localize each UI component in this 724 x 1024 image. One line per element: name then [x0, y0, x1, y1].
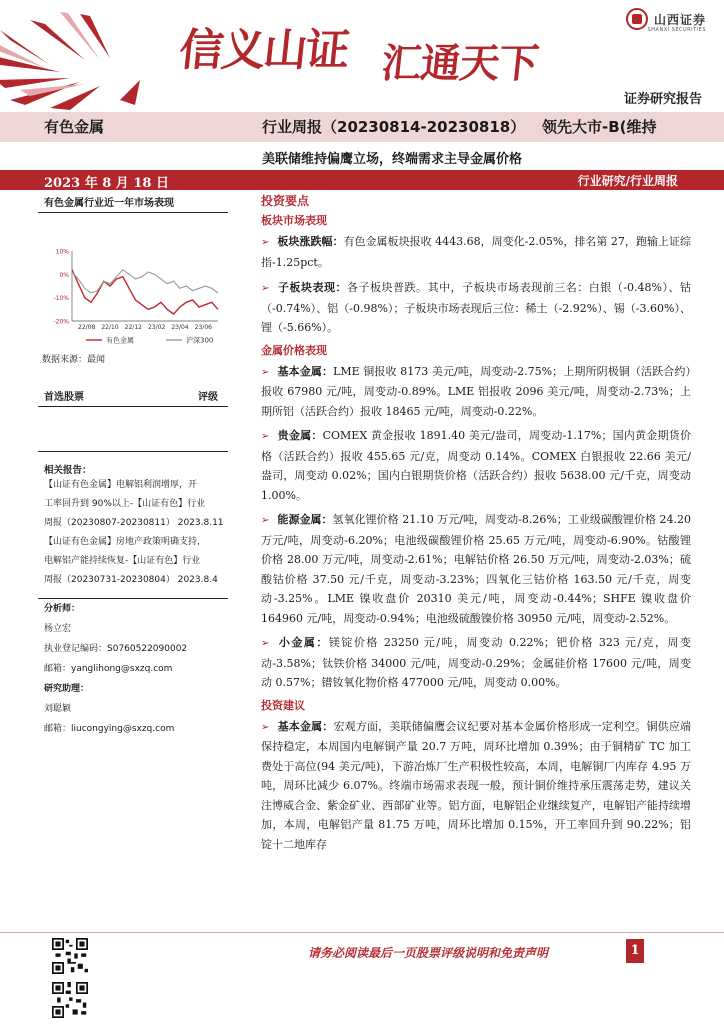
related-report-1-line: 【山证有色金属】电解铝利润增厚，开 — [44, 480, 198, 490]
y-tick-label: 10% — [55, 248, 69, 256]
bullet-arrow-icon: ➢ — [261, 237, 270, 248]
assistant-email[interactable]: 邮箱：liucongying@sxzq.com — [44, 724, 175, 734]
x-tick-label: 23/04 — [171, 324, 189, 331]
industry-name: 有色金属 — [44, 118, 105, 136]
paragraph-energy-metals — [261, 510, 691, 628]
related-report-1-line: 工率回升到 90%以上-【山证有色】行业 — [44, 499, 206, 509]
section-title-invest-advice: 投资建议 — [261, 698, 305, 712]
chart-title: 有色金属行业近一年市场表现 — [38, 190, 228, 213]
paragraph-precious-metals — [261, 426, 691, 505]
footer-divider — [0, 932, 724, 933]
report-title: 行业周报（20230814-20230818） — [262, 118, 526, 136]
related-report-1-line: 周报（20230807-20230811） 2023.8.11 — [44, 518, 224, 528]
assistant-name: 刘聪颖 — [44, 704, 72, 714]
qr-code-icon[interactable] — [52, 982, 88, 1018]
qr-code-icon[interactable] — [52, 938, 88, 974]
analyst-title: 分析师： — [44, 604, 81, 614]
paragraph-text: 镁锭价格 23250 元/吨，周变动 0.22%；钯价格 323 元/克，周变动-3.58%；钛铁价格 34000 元/吨，周变动-0.29%；金属硅价格 17600 元/吨，周变动 0.57%；镨钕氧化物价格 477000 元/吨，周变动 0.00%。 — [261, 636, 692, 689]
x-tick-label: 22/10 — [101, 324, 119, 331]
bullet-arrow-icon: ➢ — [261, 366, 270, 378]
rating-text: 领先大市-B(维持 — [542, 118, 657, 136]
page-number: 1 — [626, 939, 644, 963]
broker-logo-icon — [626, 8, 648, 30]
related-reports-title: 相关报告： — [44, 465, 92, 476]
related-report-1[interactable] — [38, 476, 228, 533]
bullet-arrow-icon: ➢ — [261, 283, 270, 294]
data-source: 数据来源：最闻 — [42, 355, 106, 365]
paragraph-base-metals — [261, 362, 691, 422]
paragraph-label: 能源金属： — [277, 513, 333, 526]
y-tick-label: 0% — [59, 271, 69, 279]
x-tick-label: 22/12 — [124, 324, 142, 331]
slogan-part1: 信义山证 — [176, 25, 351, 76]
y-tick-label: -20% — [53, 318, 69, 326]
y-tick-label: -10% — [53, 295, 69, 303]
paragraph-label: 基本金属： — [277, 719, 334, 733]
headline: 美联储维持偏鹰立场，终端需求主导金属价格 — [262, 152, 523, 167]
market-performance-chart — [38, 213, 228, 348]
section-title-metal-prices: 金属价格表现 — [261, 343, 327, 357]
broker-logo — [626, 6, 706, 32]
right-column — [261, 190, 691, 854]
slogan-part2: 汇通天下 — [379, 40, 541, 87]
paragraph-subsector — [261, 278, 691, 338]
bullet-arrow-icon: ➢ — [261, 721, 270, 733]
section-title-sector-performance: 板块市场表现 — [261, 214, 327, 227]
preferred-stock-label: 首选股票 — [44, 392, 84, 403]
series-line-csi300 — [72, 270, 218, 293]
paragraph-label: 基本金属： — [277, 364, 334, 378]
section-title-invest-points: 投资要点 — [261, 194, 310, 208]
paragraph-text: 宏观方面，美联储偏鹰会议纪要对基本金属价格形成一定利空。铜供应端保持稳定，本周国内电解铜产量 20.7 万吨，周环比增加 0.39%；由于铜精矿 TC 加工费处于高位(94 美元/吨)，下游冶炼厂生产积极性较高，本周，电解铜厂内库存 4.95 万吨，周环比减少 6.07%。终端市场需求表现一般，预计铜价维持承压震荡走势，建议关注博威合金、紫金矿业、西部矿业等。铝方面，电解铝企业继续复产，电解铝产能持续增加，本周，电解铝产量 81.75 万吨，周环比增加 0.15%，开工率回升到 90.22%；铝锭十二地库存 — [261, 719, 692, 851]
title-bar — [0, 112, 724, 142]
report-type: 行业研究/行业周报 — [577, 174, 678, 188]
x-tick-label: 22/08 — [78, 324, 96, 331]
x-tick-label: 23/06 — [194, 324, 212, 331]
preferred-stock-header — [38, 385, 228, 407]
related-report-2-line: 周报（20230731-20230804） 2023.8.4 — [44, 575, 218, 585]
disclaimer: 请务必阅读最后一页股票评级说明和免责声明 — [308, 946, 549, 960]
x-tick-label: 23/02 — [148, 324, 166, 331]
related-report-2-line: 电解铝产能持续恢复-【山证有色】行业 — [44, 556, 201, 566]
header-banner — [0, 0, 724, 112]
paragraph-text: LME 铜报收 8173 美元/吨，周变动-2.75%；上期所阴极铜（活跃合约）报收 67980 元/吨，周变动-0.89%。LME 铝报收 2096 美元/吨，周变动-2.73%；上期所铝（活跃合约）报收 18465 元/吨，周变动-0.22%。 — [261, 364, 691, 418]
paragraph-label: 板块涨跌幅： — [277, 235, 344, 248]
paragraph-sector-change — [261, 232, 691, 272]
bullet-arrow-icon: ➢ — [261, 515, 270, 526]
analyst-license: 执业登记编码：S0760522090002 — [44, 644, 188, 654]
assistant-title: 研究助理： — [44, 684, 90, 694]
analyst-info — [38, 599, 228, 739]
related-report-2-line: 【山证有色金属】房地产政策明确支持， — [44, 537, 207, 547]
paragraph-label: 小金属： — [277, 636, 329, 649]
legend-label: 有色金属 — [106, 336, 134, 345]
brush-splash-decoration — [0, 10, 200, 110]
related-reports — [38, 476, 228, 590]
related-report-2[interactable] — [38, 533, 228, 590]
paragraph-text: 各子板块普跌。其中，子板块市场表现前三名：白银（-0.48%）、钴（-0.74%）、铝（-0.98%）；子板块市场表现后三位：稀土（-2.92%）、锡（-3.60%）、锂（-5.66%）。 — [261, 281, 691, 334]
market-performance-svg — [38, 213, 228, 348]
paragraph-label: 贵金属： — [277, 429, 323, 442]
paragraph-label: 子板块表现： — [277, 281, 347, 294]
analyst-email[interactable]: 邮箱：yanglihong@sxzq.com — [44, 664, 173, 674]
rating-label: 评级 — [198, 392, 218, 403]
report-tag: 证券研究报告 — [623, 92, 702, 107]
paragraph-minor-metals — [261, 633, 691, 693]
divider — [38, 451, 228, 452]
bullet-arrow-icon: ➢ — [261, 638, 270, 649]
left-column — [38, 190, 228, 739]
date-bar — [0, 170, 724, 190]
paragraph-text: COMEX 黄金报收 1891.40 美元/盎司，周变动-1.17%；国内黄金期货价格（活跃合约）报收 455.65 元/克，周变动 0.14%。COMEX 白银报收 22.66 美元/盎司，周变动 0.02%；国内白银期货价格（活跃合约）报收 5638.00 元/千克，周变动 1.00%。 — [261, 429, 692, 502]
legend-label: 沪深300 — [186, 336, 214, 345]
paragraph-advice-base-metals — [261, 717, 691, 855]
paragraph-text: 氢氧化锂价格 21.10 万元/吨，周变动-8.26%；工业级碳酸锂价格 24.20 万元/吨，周变动-6.20%；电池级碳酸锂价格 25.65 万元/吨，周变动-6.90%。钴酸锂价格 28.00 万元/吨，周变动-2.61%；电解钴价格 26.50 万元/吨，周变动-2.03%；硫酸钴价格 37.50 元/千克，周变动-3.23%；四氧化三钴价格 163.50 元/千克，周变动-3.25%。LME 镍收盘价 20310 美元/吨，周变动-0.44%；SHFE 镍收盘价 164960 元/吨，周变动-0.94%；电池级硫酸镍价格 30950 元/吨，周变动-2.52%。 — [261, 513, 692, 625]
bullet-arrow-icon: ➢ — [261, 431, 270, 442]
analyst-name: 杨立宏 — [44, 624, 72, 634]
broker-name-en: SHANXI SECURITIES — [647, 27, 706, 33]
paragraph-text: 有色金属板块报收 4443.68，周变化-2.05%，排名第 27，跑输上证综指-1.25pct。 — [261, 235, 692, 269]
broker-name: 山西证券 — [653, 12, 706, 27]
report-date: 2023 年 8 月 18 日 — [44, 176, 169, 191]
